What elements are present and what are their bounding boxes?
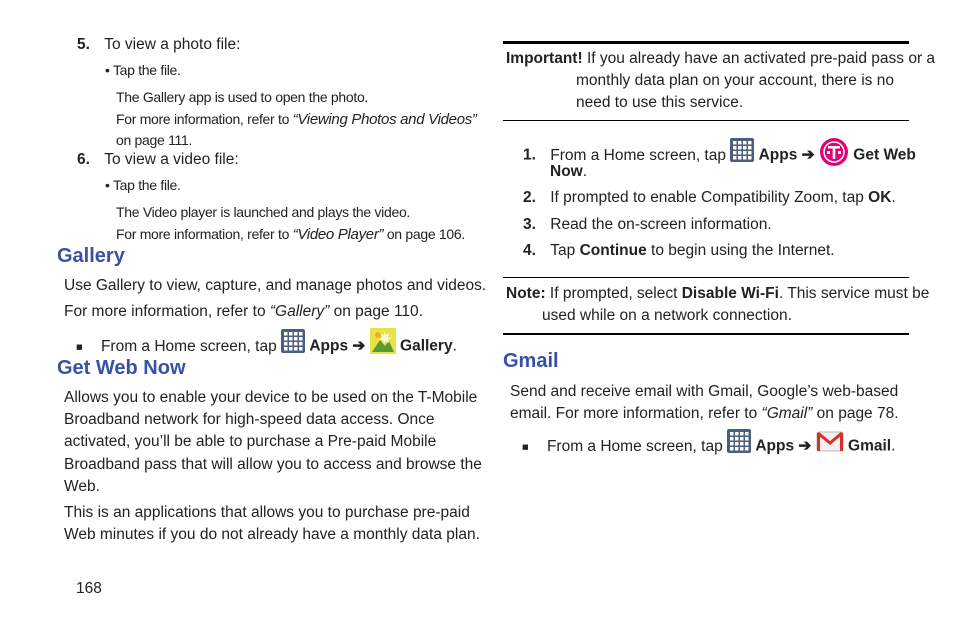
- note-top-rule: [503, 277, 909, 278]
- gallery-p2-post: on page 110.: [329, 303, 423, 320]
- gmail-paragraph-1: Send and receive email with Gmail, Google’s web-based: [510, 383, 899, 400]
- step-5-note-page: on page 111.: [116, 132, 193, 148]
- ok-label: OK: [868, 189, 892, 206]
- gmail-period: .: [891, 437, 896, 455]
- important-line-2: monthly data plan on your account, there is no: [576, 72, 894, 89]
- important-line-3: need to use this service.: [576, 94, 744, 111]
- right-step-1-number: 1.: [523, 146, 536, 164]
- gallery-paragraph-2: [64, 301, 423, 323]
- step-6-note-2-pre: For more information, refer to: [116, 226, 293, 242]
- continue-label: Continue: [579, 242, 647, 259]
- apps-label: Apps: [309, 337, 349, 355]
- gallery-heading: Gallery: [57, 245, 125, 267]
- get-web-line-4: Broadband pass that will allow you to access and browse the: [64, 456, 482, 473]
- arrow-icon: ➔: [801, 146, 815, 164]
- step-5-number: 5.: [77, 36, 90, 53]
- right-step-3: [523, 214, 772, 236]
- step-6: [77, 149, 239, 171]
- gmail-bullet-pre: From a Home screen, tap: [546, 437, 728, 455]
- gmail-link[interactable]: “Gmail”: [761, 405, 813, 422]
- important-bottom-rule: [503, 120, 909, 121]
- right-step-1-pre: From a Home screen, tap: [550, 146, 731, 164]
- right-step-4: [523, 240, 835, 262]
- right-step-3-number: 3.: [523, 216, 536, 233]
- right-step-2-pre: If prompted to enable Compatibility Zoom, tap: [550, 189, 869, 206]
- step-6-text: To view a video file:: [104, 151, 239, 168]
- get-web-line-2: Broadband network for high-speed data access. Once: [64, 411, 435, 428]
- get-web-now-heading: Get Web Now: [57, 357, 186, 379]
- step-6-note-1: The Video player is launched and plays the video.: [116, 204, 411, 220]
- important-line-1: [506, 48, 935, 70]
- note-label: Note:: [506, 285, 546, 302]
- get-web-line-5: Web.: [64, 478, 100, 495]
- video-player-link[interactable]: “Video Player”: [292, 226, 384, 243]
- gallery-bullet-pre: From a Home screen, tap: [100, 337, 282, 355]
- gallery-icon[interactable]: [370, 328, 396, 361]
- right-step-1-period: .: [582, 163, 588, 180]
- get-web-p2-line-2: Web minutes if you do not already have a monthly data plan.: [64, 526, 480, 543]
- gmail-bullet: [522, 431, 895, 462]
- gallery-label: Gallery: [400, 337, 453, 355]
- right-step-4-pre: Tap: [550, 242, 580, 259]
- right-step-3-text: Read the on-screen information.: [550, 216, 772, 233]
- get-web-p2-line-1: This is an applications that allows you to purchase pre-paid: [64, 504, 470, 521]
- gmail-p2-pre: email. For more information, refer to: [510, 405, 762, 422]
- disable-wifi-label: Disable Wi-Fi: [681, 285, 779, 302]
- apps-label: Apps: [758, 146, 798, 164]
- note-bottom-rule: [503, 333, 909, 335]
- note-line-1: [506, 283, 929, 305]
- gallery-period: .: [452, 337, 457, 355]
- right-step-4-post: to begin using the Internet.: [646, 242, 835, 259]
- get-web-line-1: Allows you to enable your device to be used on the T-Mobile: [64, 389, 478, 406]
- get-web-label-b: Now: [550, 163, 583, 180]
- note-pre: If prompted, select: [545, 285, 682, 302]
- gallery-paragraph-1: Use Gallery to view, capture, and manage photos and videos.: [64, 277, 487, 294]
- get-web-line-3: activated, you’ll be able to purchase a Pre-paid Mobile: [64, 433, 437, 450]
- important-text-1: If you already have an activated pre-paid pass or a: [582, 50, 936, 67]
- step-5-note-2: [116, 110, 477, 129]
- important-label: Important!: [506, 50, 583, 67]
- step-5: [77, 34, 240, 56]
- note-post: . This service must be: [778, 285, 930, 302]
- step-6-bullet: • Tap the file.: [105, 177, 181, 193]
- step-6-number: 6.: [77, 151, 90, 168]
- step-5-text: To view a photo file:: [104, 36, 241, 53]
- gmail-paragraph-2: [510, 403, 899, 425]
- right-step-2-period: .: [891, 189, 896, 206]
- gmail-p2-post: on page 78.: [812, 405, 899, 422]
- viewing-photos-link[interactable]: “Viewing Photos and Videos”: [292, 111, 477, 128]
- square-bullet-icon: ■: [522, 441, 529, 454]
- arrow-icon: ➔: [352, 337, 366, 355]
- gmail-icon[interactable]: [816, 429, 844, 460]
- right-step-2-number: 2.: [523, 189, 536, 206]
- gmail-label: Gmail: [848, 437, 892, 455]
- gallery-p2-pre: For more information, refer to: [64, 303, 270, 320]
- apps-icon[interactable]: [281, 329, 305, 360]
- apps-icon[interactable]: [730, 138, 754, 169]
- right-step-1-cont: [550, 161, 587, 183]
- apps-icon[interactable]: [727, 429, 751, 460]
- square-bullet-icon: ■: [76, 341, 83, 354]
- apps-label: Apps: [755, 437, 795, 455]
- arrow-icon: ➔: [798, 437, 812, 455]
- gmail-heading: Gmail: [503, 350, 559, 372]
- step-5-bullet: • Tap the file.: [105, 62, 181, 78]
- step-5-note-2-pre: For more information, refer to: [116, 111, 293, 127]
- step-6-note-2: [116, 225, 465, 244]
- right-step-2: [523, 187, 896, 209]
- gallery-link[interactable]: “Gallery”: [269, 303, 330, 320]
- tmobile-icon[interactable]: [819, 137, 849, 174]
- important-top-rule: [503, 41, 909, 44]
- step-5-note-1: The Gallery app is used to open the photo.: [116, 89, 369, 105]
- right-step-4-number: 4.: [523, 242, 536, 259]
- note-line-2: used while on a network connection.: [542, 307, 792, 324]
- get-web-label-a: Get Web: [853, 146, 916, 164]
- step-6-note-2-post: on page 106.: [383, 226, 465, 242]
- page-number: 168: [76, 580, 102, 597]
